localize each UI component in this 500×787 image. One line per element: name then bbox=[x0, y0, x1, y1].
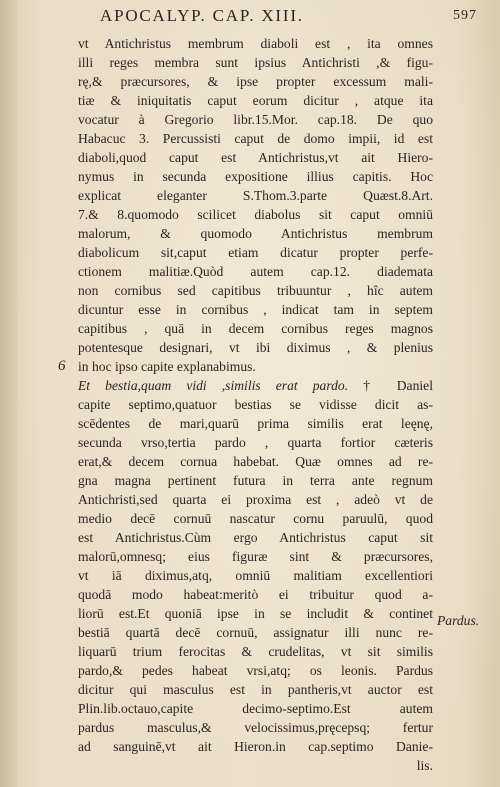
text-line: malorum, & quomodo Antichristus membrum bbox=[78, 226, 433, 241]
text-line: vocatur à Gregorio libr.15.Mor. cap.18. De quo bbox=[78, 112, 433, 127]
text-line: ctionem malitiæ.Quòd autem cap.12. diademata bbox=[78, 264, 433, 279]
verse-lemma-rest: † Daniel bbox=[348, 378, 433, 393]
text-line: Habacuc 3. Percussisti caput de domo impii, id est bbox=[78, 131, 433, 146]
text-line: secunda vrso,tertia pardo , quarta fortior cæteris bbox=[78, 435, 433, 450]
text-line: 7.& 8.quomodo scilicet diabolus sit caput omniū bbox=[78, 207, 433, 222]
text-line: liorū est.Et quoniā ipse in se includit & continet bbox=[78, 606, 433, 621]
text-line: liquarū trium ferocitas & crudelitas, vt sit similis bbox=[78, 644, 433, 659]
margin-note: Pardus. bbox=[437, 613, 480, 628]
text-line: lis. bbox=[416, 758, 433, 773]
text-line: diabolicum sit,caput etiam dicatur propter perfe- bbox=[78, 245, 433, 260]
text-line: gna magna pertinent futura in terra ante regnum bbox=[78, 473, 433, 488]
text-line: capite septimo,quatuor bestias se vidisse dicit as- bbox=[78, 397, 433, 412]
text-line: erat,& decem cornua habebat. Quæ omnes ad re- bbox=[78, 454, 433, 469]
running-head: APOCALYP. CAP. XIII. bbox=[100, 6, 304, 25]
text-line: in hoc ipso capite explanabimus. bbox=[78, 359, 256, 374]
body-text bbox=[78, 34, 433, 775]
text-line: dicuntur esse in cornibus , indicat tam in septem bbox=[78, 302, 433, 317]
text-line: tiæ & iniquitatis caput eorum dicitur , atque ita bbox=[78, 93, 433, 108]
text-line: ad sanguinē,vt ait Hieron.in cap.septimo Danie- bbox=[78, 739, 433, 754]
text-line: dicitur qui masculus est in pantheris,vt auctor est bbox=[78, 682, 433, 697]
text-line: nymus in secunda expositione illius capitis. Hoc bbox=[78, 169, 433, 184]
text-line: medio decē cornuū nascatur cornu paruulū, quod bbox=[78, 511, 433, 526]
text-line: malorū,omnesq; eius figuræ sint & præcursores, bbox=[78, 549, 433, 564]
text-line: quodā modo habeat:meritò ei tribuitur quod a- bbox=[78, 587, 433, 602]
paragraph-1 bbox=[78, 34, 433, 376]
text-line: diaboli,quod caput est Antichristus,vt ait Hiero- bbox=[78, 150, 433, 165]
text-line: Plin.lib.octauo,capite decimo-septimo.Est autem bbox=[78, 701, 433, 716]
text-line: pardus masculus,& velocissimus,pręcepsq; fertur bbox=[78, 720, 433, 735]
verse-lemma: Et bestia,quam vidi ,similis erat pardo. bbox=[78, 378, 349, 393]
text-line: non cornibus sed capitibus tribuuntur , hîc autem bbox=[78, 283, 433, 298]
text-line: rę,& præcursores, & ipse propter excessum mali- bbox=[78, 74, 433, 89]
verse-number: 6 bbox=[58, 358, 66, 374]
page-gutter-shadow bbox=[0, 0, 18, 787]
text-line: vt Antichristus membrum diaboli est , ita omnes bbox=[78, 36, 433, 51]
text-line: est Antichristus.Cùm ergo Antichristus caput sit bbox=[78, 530, 433, 545]
text-line: potentesque designari, vt ibi diximus , & plenius bbox=[78, 340, 433, 355]
text-line: capitibus , quā in decem cornibus reges magnos bbox=[78, 321, 433, 336]
text-line: vt iā diximus,atq, omniū malitiam excellentiori bbox=[78, 568, 433, 583]
text-line: explicat eleganter S.Thom.3.parte Quæst.8.Art. bbox=[78, 188, 433, 203]
paragraph-2 bbox=[78, 376, 433, 775]
text-line: Antichristi,sed quarta ei proxima est , adeò vt de bbox=[78, 492, 433, 507]
text-line: pardo,& pedes habeat vrsi,atq; os leonis. Pardus bbox=[78, 663, 433, 678]
verse-lemma-line bbox=[78, 376, 433, 395]
text-line: illi reges membra sunt ipsius Antichristi ,& figu- bbox=[78, 55, 433, 70]
text-line: bestiā quartā decē cornuū, assignatur illi nunc re- bbox=[78, 625, 433, 640]
text-line: scēdentes de mari,quarū prima similis erat leęnę, bbox=[78, 416, 433, 431]
page-number: 597 bbox=[453, 8, 477, 23]
